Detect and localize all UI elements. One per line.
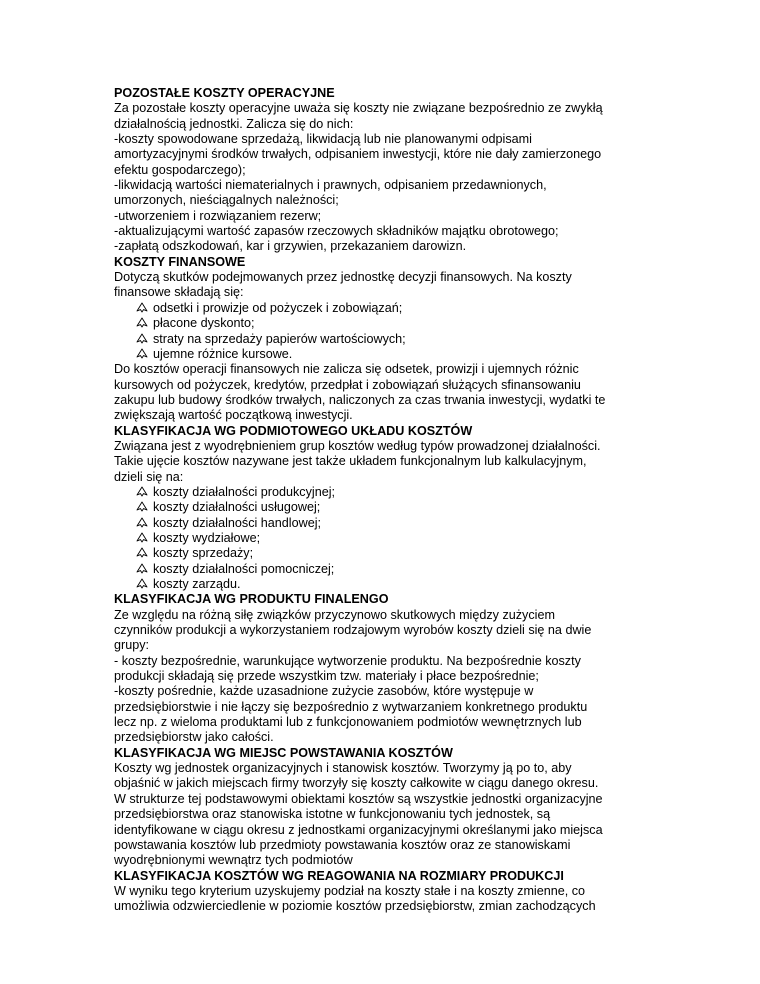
list-item-text: koszty zarządu. [153,577,241,591]
arrow-bullet-icon [136,333,148,345]
list-item-text: straty na sprzedaży papierów wartościowych; [153,331,406,346]
section-other-operating-costs [114,86,720,255]
list-item [136,516,720,531]
text-line: zwiększają wartość początkową inwestycji. [114,408,353,423]
list-item [136,546,720,561]
list-item [136,301,720,316]
list-item-text: koszty wydziałowe; [153,530,261,545]
text-line: Takie ujęcie kosztów nazywane jest także układem funkcjonalnym lub kalkulacyjnym, [114,454,587,469]
list-item-text: koszty sprzedaży; [153,546,254,561]
arrow-bullet-icon [136,578,148,590]
text-line: przedsiębiorstwa oraz stanowiska istotne w funkcjonowaniu tych jednostek, są [114,807,551,822]
text-line: identyfikowane w ciągu okresu z jednostkami organizacyjnymi określanymi jako miejsca [114,822,603,837]
text-line: -likwidacją wartości niematerialnych i prawnych, odpisaniem przedawnionych, [114,178,547,193]
list-item [136,577,720,592]
text-line: Koszty wg jednostek organizacyjnych i stanowisk kosztów. Tworzymy ją po to, aby [114,761,572,776]
text-line: -aktualizującymi wartość zapasów rzeczowych składników majątku obrotowego; [114,224,559,239]
text-line: Dotyczą skutków podejmowanych przez jednostkę decyzji finansowych. Na koszty [114,270,572,285]
text-line: finansowe składają się: [114,285,244,300]
section-functional-classification [114,424,720,593]
arrow-bullet-icon [136,501,148,513]
arrow-bullet-icon [136,348,148,360]
text-line: Związana jest z wyodrębnieniem grup kosztów według typów prowadzonej działalności. [114,438,601,453]
list-item [136,347,720,362]
text-line: -zapłatą odszkodowań, kar i grzywien, przekazaniem darowizn. [114,239,467,254]
text-line: czynników produkcji a wykorzystaniem rodzajowym wyrobów koszty dzieli się na dwie [114,623,592,638]
arrow-bullet-icon [136,317,148,329]
arrow-bullet-icon [136,563,148,575]
list-item-text: płacone dyskonto; [153,316,255,331]
text-line: dzieli się na: [114,469,184,484]
text-line: amortyzacyjnymi środków trwałych, odpisaniem inwestycji, które nie dały zamierzonego [114,147,602,162]
text-line: umorzonych, nieściągalnych należności; [114,193,339,208]
list-item-text: koszty działalności handlowej; [153,515,322,530]
section-production-volume-classification [114,869,720,915]
list-item-text: odsetki i prowizje od pożyczek i zobowiązań; [153,300,403,315]
section-financial-costs [114,255,720,424]
text-line: przedsiębiorstw jako całości. [114,730,274,745]
section-heading: KOSZTY FINANSOWE [114,254,246,269]
arrow-bullet-icon [136,547,148,559]
list-item [136,316,720,331]
list-item [136,500,720,515]
text-line: produkcji składają się przede wszystkim tzw. materiały i płace bezpośrednie; [114,669,539,684]
bullet-list [114,485,720,592]
list-item [136,485,720,500]
bullet-list [114,301,720,362]
section-heading: KLASYFIKACJA WG MIEJSC POWSTAWANIA KOSZTÓW [114,745,453,760]
text-line: działalnością jednostki. Zalicza się do nich: [114,116,354,131]
text-line: zakupu lub budowy środków trwałych, naliczonych za czas trwania inwestycji, wydatki te [114,392,606,407]
list-item [136,562,720,577]
text-line: -utworzeniem i rozwiązaniem rezerw; [114,208,322,223]
text-line: Do kosztów operacji finansowych nie zalicza się odsetek, prowizji i ujemnych różnic [114,362,579,377]
list-item [136,332,720,347]
text-line: wyodrębnionymi wewnątrz tych podmiotów [114,853,353,868]
text-line: objaśnić w jakich miejscach firmy tworzyły się koszty całkowite w ciągu danego okresu. [114,776,599,791]
text-line: lecz np. z wieloma produktami lub z funkcjonowaniem podmiotów wewnętrznych lub [114,715,582,730]
arrow-bullet-icon [136,486,148,498]
list-item [136,531,720,546]
text-line: umożliwia odzwierciedlenie w poziomie kosztów przedsiębiorstw, zmian zachodzących [114,899,596,914]
list-item-text: koszty działalności usługowej; [153,500,321,515]
section-final-product-classification [114,592,720,745]
text-line: Za pozostałe koszty operacyjne uważa się koszty nie związane bezpośrednio ze zwykłą [114,101,603,116]
arrow-bullet-icon [136,532,148,544]
text-line: grupy: [114,638,150,653]
text-line: kursowych od pożyczek, kredytów, przedpłat i zobowiązań służących sfinansowaniu [114,377,581,392]
list-item-text: ujemne różnice kursowe. [153,346,293,361]
text-line: W wyniku tego kryterium uzyskujemy podział na koszty stałe i na koszty zmienne, co [114,883,586,898]
text-line: efektu gospodarczego); [114,162,246,177]
section-heading: POZOSTAŁE KOSZTY OPERACYJNE [114,86,335,100]
text-line: -koszty pośrednie, każde uzasadnione zużycie zasobów, które występuje w [114,684,534,699]
section-heading: KLASYFIKACJA KOSZTÓW WG REAGOWANIA NA ROZMIARY PRODUKCJI [114,868,564,883]
section-cost-centers-classification [114,746,720,869]
list-item-text: koszty działalności pomocniczej; [153,561,335,576]
arrow-bullet-icon [136,302,148,314]
arrow-bullet-icon [136,517,148,529]
text-line: - koszty bezpośrednie, warunkujące wytworzenie produktu. Na bezpośrednie koszty [114,653,581,668]
text-line: przedsiębiorstwie i nie łączy się bezpośrednio z wytwarzaniem konkretnego produktu [114,699,588,714]
text-line: W strukturze tej podstawowymi obiektami kosztów są wszystkie jednostki organizacyjne [114,791,603,806]
list-item-text: koszty działalności produkcyjnej; [153,484,335,499]
section-heading: KLASYFIKACJA WG PODMIOTOWEGO UKŁADU KOSZTÓW [114,423,473,438]
text-line: powstawania kosztów lub przedmioty powstawania kosztów oraz ze stanowiskami [114,837,571,852]
text-line: Ze względu na różną siłę związków przyczynowo skutkowych między zużyciem [114,607,555,622]
section-heading: KLASYFIKACJA WG PRODUKTU FINALENGO [114,592,389,607]
text-line: -koszty spowodowane sprzedażą, likwidacją lub nie planowanymi odpisami [114,132,532,147]
